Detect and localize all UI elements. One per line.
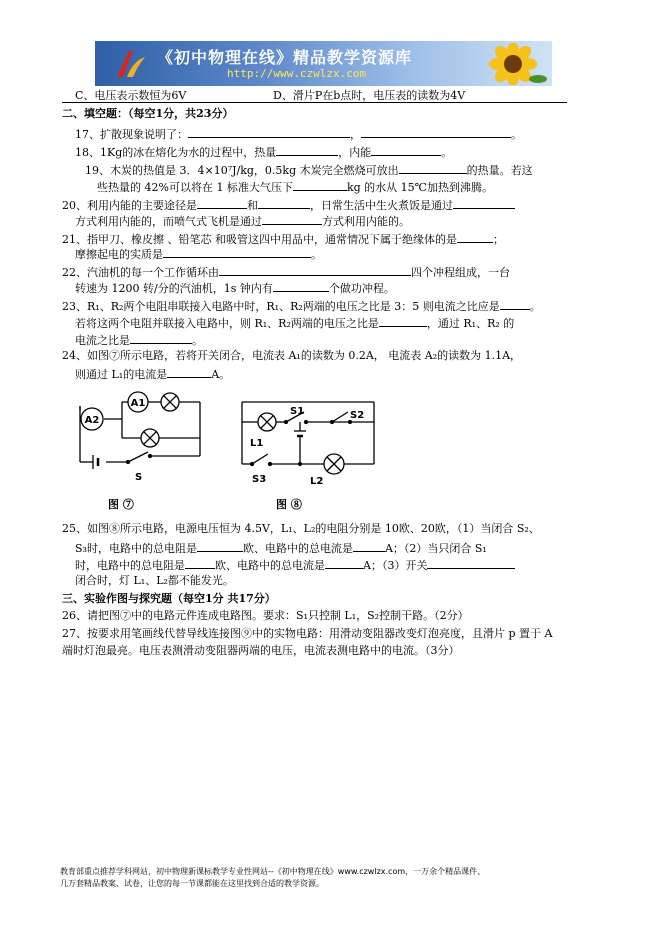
switch-s3-label: S3	[252, 474, 267, 485]
option-d: D、滑片P在b点时，电压表的读数为4V	[273, 89, 466, 102]
question-27-line2: 端时灯泡最亮。电压表测滑动变阻器两端的电压，电流表测电路中的电流。（3分）	[62, 644, 460, 657]
lamp-l2-label: L2	[310, 476, 324, 487]
option-c: C、电压表示数恒为6V	[75, 89, 187, 102]
question-22-line1: 22、汽油机的每一个工作循环由 四个冲程组成，一台	[62, 266, 510, 279]
question-19-line1: 19、木炭的热值是 3．4×10⁷J/kg，0.5kg 木炭完全燃烧可放出 的热量。若这	[85, 164, 533, 177]
question-17: 17、扩散现象说明了： ， 。	[75, 128, 522, 141]
figure-8-caption: 图 ⑧	[276, 498, 302, 511]
question-20-line2: 方式利用内能的，而喷气式飞机是通过 方式利用内能的。	[75, 215, 410, 228]
question-25-line2: S₃时，电路中的总电阻是 欧、电路中的总电流是 A；（2）当只闭合 S₁	[75, 542, 487, 555]
question-19-line2: 些热量的 42%可以将在 1 标准大气压下 kg 的水从 15℃加热到沸腾。	[97, 181, 493, 194]
footer-line-2: 几万套精品教案、试卷，让您的每一节课都能在这里找到合适的教学资源。	[60, 879, 324, 888]
question-22-line2: 转速为 1200 转/分的汽油机，1s 钟内有 个做功冲程。	[75, 282, 395, 295]
question-24-line1: 24、如图⑦所示电路，若将开关闭合，电流表 A₁的读数为 0.2A， 电流表 A₂的读数为 1.1A，	[62, 349, 522, 362]
site-logo-icon	[113, 47, 147, 81]
question-26: 26、请把图⑦中的电路元件连成电路图。要求：S₁只控制 L₁，S₂控制干路。（2分）	[62, 609, 469, 622]
question-25-line3: 时，电路中的总电阻是 欧、电路中的总电流是 A；（3）开关	[75, 557, 515, 572]
question-23-line2: 若将这两个电阻并联接入电路中，则 R₁、R₂两端的电压之比是 ，通过 R₁、R₂ 的	[75, 317, 515, 330]
section-2-heading: 二、填空题：（每空1分，共23分）	[62, 107, 234, 120]
section-3-heading: 三、实验作图与探究题（每空1分 共17分）	[62, 592, 276, 605]
header-banner	[95, 41, 552, 86]
switch-s2-label: S2	[350, 410, 365, 421]
divider	[62, 102, 567, 103]
banner-url[interactable]: http://www.czwlzx.com	[227, 67, 367, 80]
question-25-line1: 25、如图⑧所示电路，电源电压恒为 4.5V，L₁、L₂的电阻分别是 10欧、20欧，（1）当闭合 S₂、	[62, 522, 540, 535]
sunflower-icon	[478, 43, 548, 85]
ammeter-a2-label: A2	[84, 415, 100, 426]
figure-7-caption: 图 ⑦	[108, 498, 134, 511]
switch-s1-label: S1	[290, 406, 305, 417]
switch-s-label: S	[135, 472, 143, 482]
question-25-line4: 闭合时，灯 L₁、L₂都不能发光。	[75, 574, 234, 587]
question-24-line2: 则通过 L₁的电流是 A。	[75, 368, 231, 381]
circuit-figure-7	[68, 386, 213, 482]
question-21-line1: 21、指甲刀、橡皮擦 、铅笔芯 和吸管这四中用品中，通常情况下属于绝缘体的是 ；	[62, 233, 504, 246]
question-20-line1: 20、利用内能的主要途径是 和 ，日常生活中生火煮饭是通过	[62, 197, 515, 212]
lamp-l1-label: L1	[250, 438, 264, 449]
circuit-figure-8	[236, 398, 380, 490]
question-21-line2: 摩擦起电的实质是 。	[75, 248, 322, 261]
question-18: 18、1Kg的冰在熔化为水的过程中，热量 ，内能 。	[75, 146, 453, 159]
banner-title: 《初中物理在线》精品教学资源库	[157, 48, 413, 67]
footer-line-1: 教育部重点推荐学科网站，初中物理新课标教学专业性网站--《初中物理在线》www.czwlzx.com，一万余个精品课件、	[60, 867, 486, 876]
question-23-line1: 23、R₁、R₂两个电阻串联接入电路中时，R₁、R₂两端的电压之比是 3：5 则电流之比应是 。	[62, 300, 541, 313]
question-23-line3: 电流之比是 。	[75, 334, 203, 347]
ammeter-a1-label: A1	[130, 398, 146, 409]
question-27-line1: 27、按要求用笔画线代替导线连接图⑨中的实物电路：用滑动变阻器改变灯泡亮度，且滑片 p 置于 A	[62, 627, 553, 640]
